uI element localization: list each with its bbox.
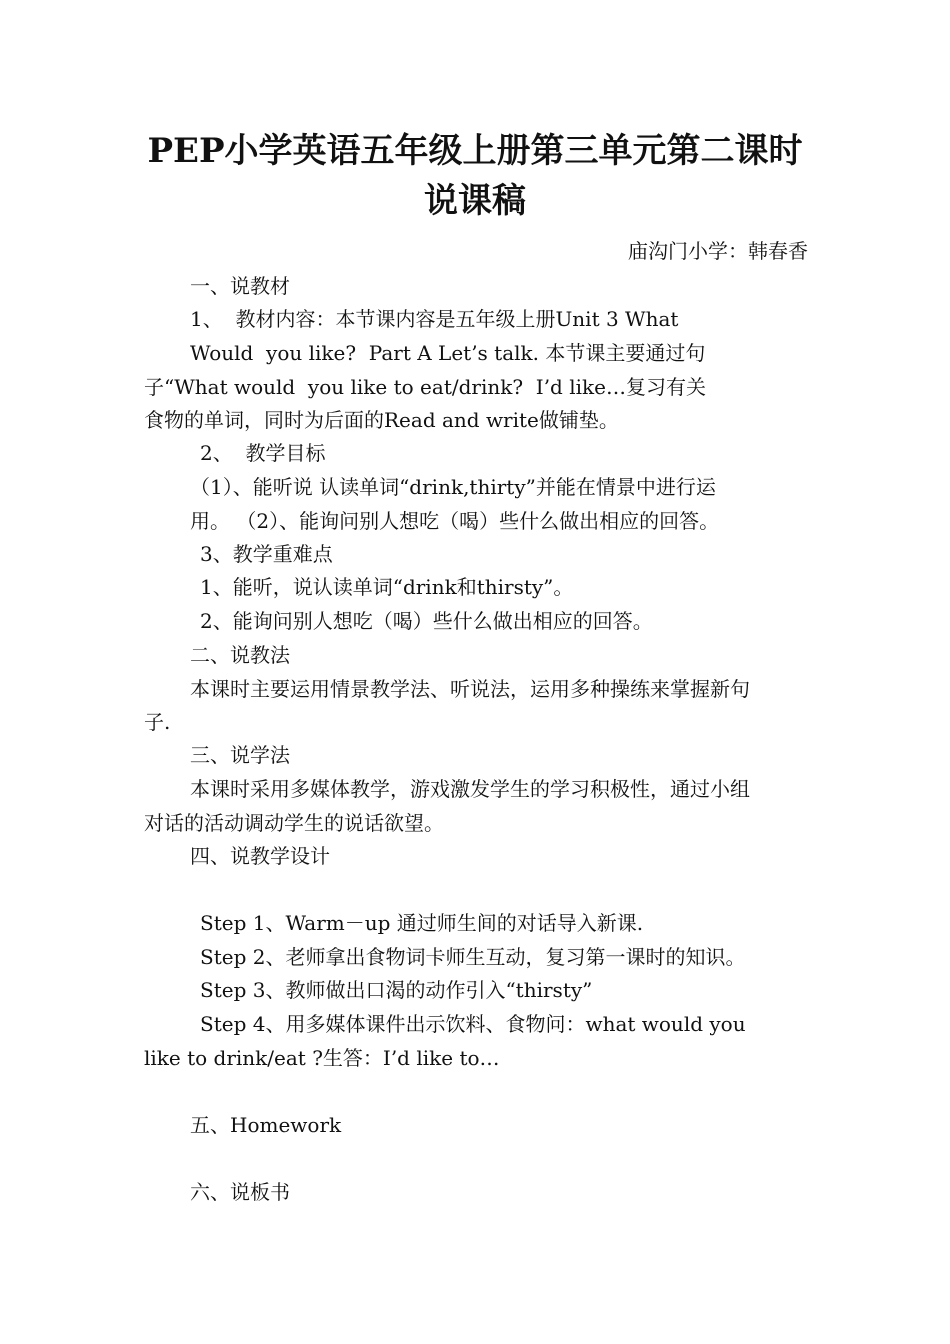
paragraph-line: 对话的活动调动学生的说话欲望。 [144, 811, 444, 835]
document-subtitle: 说课稿 [424, 181, 526, 221]
paragraph-line: 用。 （2）、能询问别人想吃（喝）些什么做出相应的回答。 [190, 509, 720, 533]
list-item: 1、能听，说认读单词“drink和thirsty”。 [200, 575, 574, 599]
step-line: Step 4、用多媒体课件出示饮料、食物问：what would you [200, 1012, 746, 1036]
section-heading: 二、说教法 [190, 643, 290, 667]
step-line: like to drink/eat ?生答：I’d like to… [144, 1046, 500, 1070]
paragraph-line: 本课时采用多媒体教学，游戏激发学生的学习积极性，通过小组 [190, 777, 750, 801]
paragraph-line: 子. [144, 710, 171, 734]
author-line: 庙沟门小学：韩春香 [628, 239, 808, 263]
subsection-heading: 2、 教学目标 [200, 441, 326, 465]
subsection-heading: 3、教学重难点 [200, 542, 333, 566]
step-line: Step 1、Warm－up 通过师生间的对话导入新课. [200, 911, 644, 935]
section-heading: 三、说学法 [190, 743, 290, 767]
document-title: PEP小学英语五年级上册第三单元第二课时 [147, 131, 803, 171]
step-line: Step 2、老师拿出食物词卡师生互动，复习第一课时的知识。 [200, 945, 746, 969]
paragraph-line: 食物的单词，同时为后面的Read and write做铺垫。 [144, 408, 619, 432]
section-heading: 一、说教材 [190, 274, 290, 298]
step-line: Step 3、教师做出口渴的动作引入“thirsty” [200, 978, 593, 1002]
list-item: 2、能询问别人想吃（喝）些什么做出相应的回答。 [200, 609, 653, 633]
section-heading: 四、说教学设计 [190, 844, 330, 868]
paragraph-line: 子“What would you like to eat/drink? I’d like…复习有关 [144, 375, 706, 399]
paragraph-line: 本课时主要运用情景教学法、听说法，运用多种操练来掌握新句 [190, 677, 750, 701]
paragraph-line: 1、 教材内容：本节课内容是五年级上册Unit 3 What [190, 307, 679, 331]
section-heading: 六、说板书 [190, 1180, 290, 1204]
section-heading: 五、Homework [190, 1113, 342, 1137]
paragraph-line: Would you like? Part A Let’s talk. 本节课主要通过句 [190, 341, 706, 365]
paragraph-line: （1）、能听说 认读单词“drink,thirty”并能在情景中进行运 [190, 475, 716, 499]
